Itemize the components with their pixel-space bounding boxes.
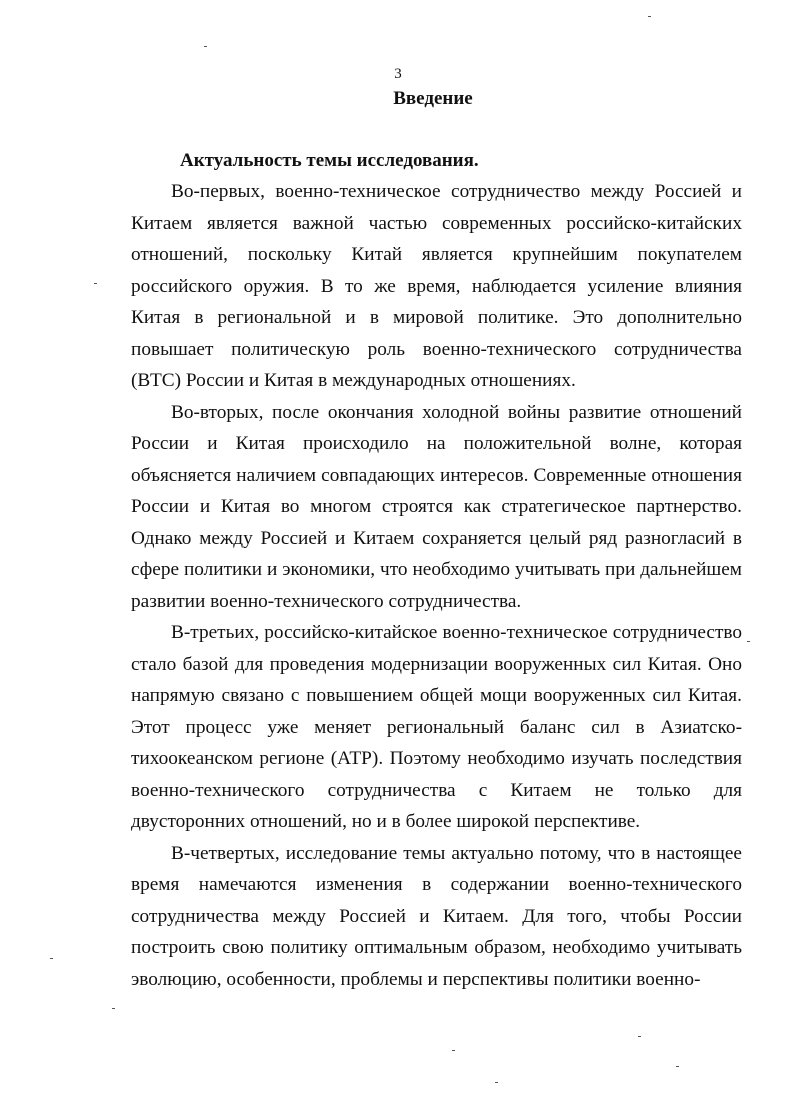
scan-speck xyxy=(676,1066,679,1067)
section-heading: Актуальность темы исследования. xyxy=(180,150,479,171)
scan-speck xyxy=(112,1008,115,1009)
paragraph-3: В-третьих, российско-китайское военно-техническое сотрудничество стало базой для проведения модернизации вооруженных сил Китая. Оно напрямую связано с повышением общей мощи вооруженных сил Китая. Этот процесс уже меняет региональный баланс сил в Азиатско-тихоокеанском регионе (АТР). Поэтому необходимо изучать последствия военно-технического сотрудничества с Китаем не только для двусторонних отношений, но и в более широкой перспективе. xyxy=(131,622,742,832)
paragraph-1: Во-первых, военно-техническое сотрудничество между Россией и Китаем является важной частью современных российско-китайских отношений, поскольку Китай является крупнейшим покупателем российского оружия. В то же время, наблюдается усиление влияния Китая в региональной и в мировой политике. Это дополнительно повышает политическую роль военно-технического сотрудничества (ВТС) России и Китая в международных отношениях. xyxy=(131,181,742,391)
body-text xyxy=(131,176,742,995)
scan-speck xyxy=(94,283,97,284)
scan-speck xyxy=(638,1036,641,1037)
scan-speck xyxy=(648,16,651,17)
paragraph-2: Во-вторых, после окончания холодной войны развитие отношений России и Китая происходило на положительной волне, которая объясняется наличием совпадающих интересов. Современные отношения России и Китая во многом строятся как стратегическое партнерство. Однако между Россией и Китаем сохраняется целый ряд разногласий в сфере политики и экономики, что необходимо учитывать при дальнейшем развитии военно-технического сотрудничества. xyxy=(131,401,742,612)
scan-speck xyxy=(747,641,750,642)
paragraph-4: В-четвертых, исследование темы актуально потому, что в настоящее время намечаются изменения в содержании военно-технического сотрудничества между Россией и Китаем. Для того, чтобы России построить свою политику оптимальным образом, необходимо учитывать эволюцию, особенности, проблемы и перспективы политики военно- xyxy=(131,842,742,990)
scan-speck xyxy=(495,1082,498,1083)
scan-speck xyxy=(452,1050,455,1051)
scan-speck xyxy=(204,46,207,47)
page-number: 3 xyxy=(394,66,402,82)
page-title: Введение xyxy=(393,88,473,109)
scan-speck xyxy=(50,958,53,959)
